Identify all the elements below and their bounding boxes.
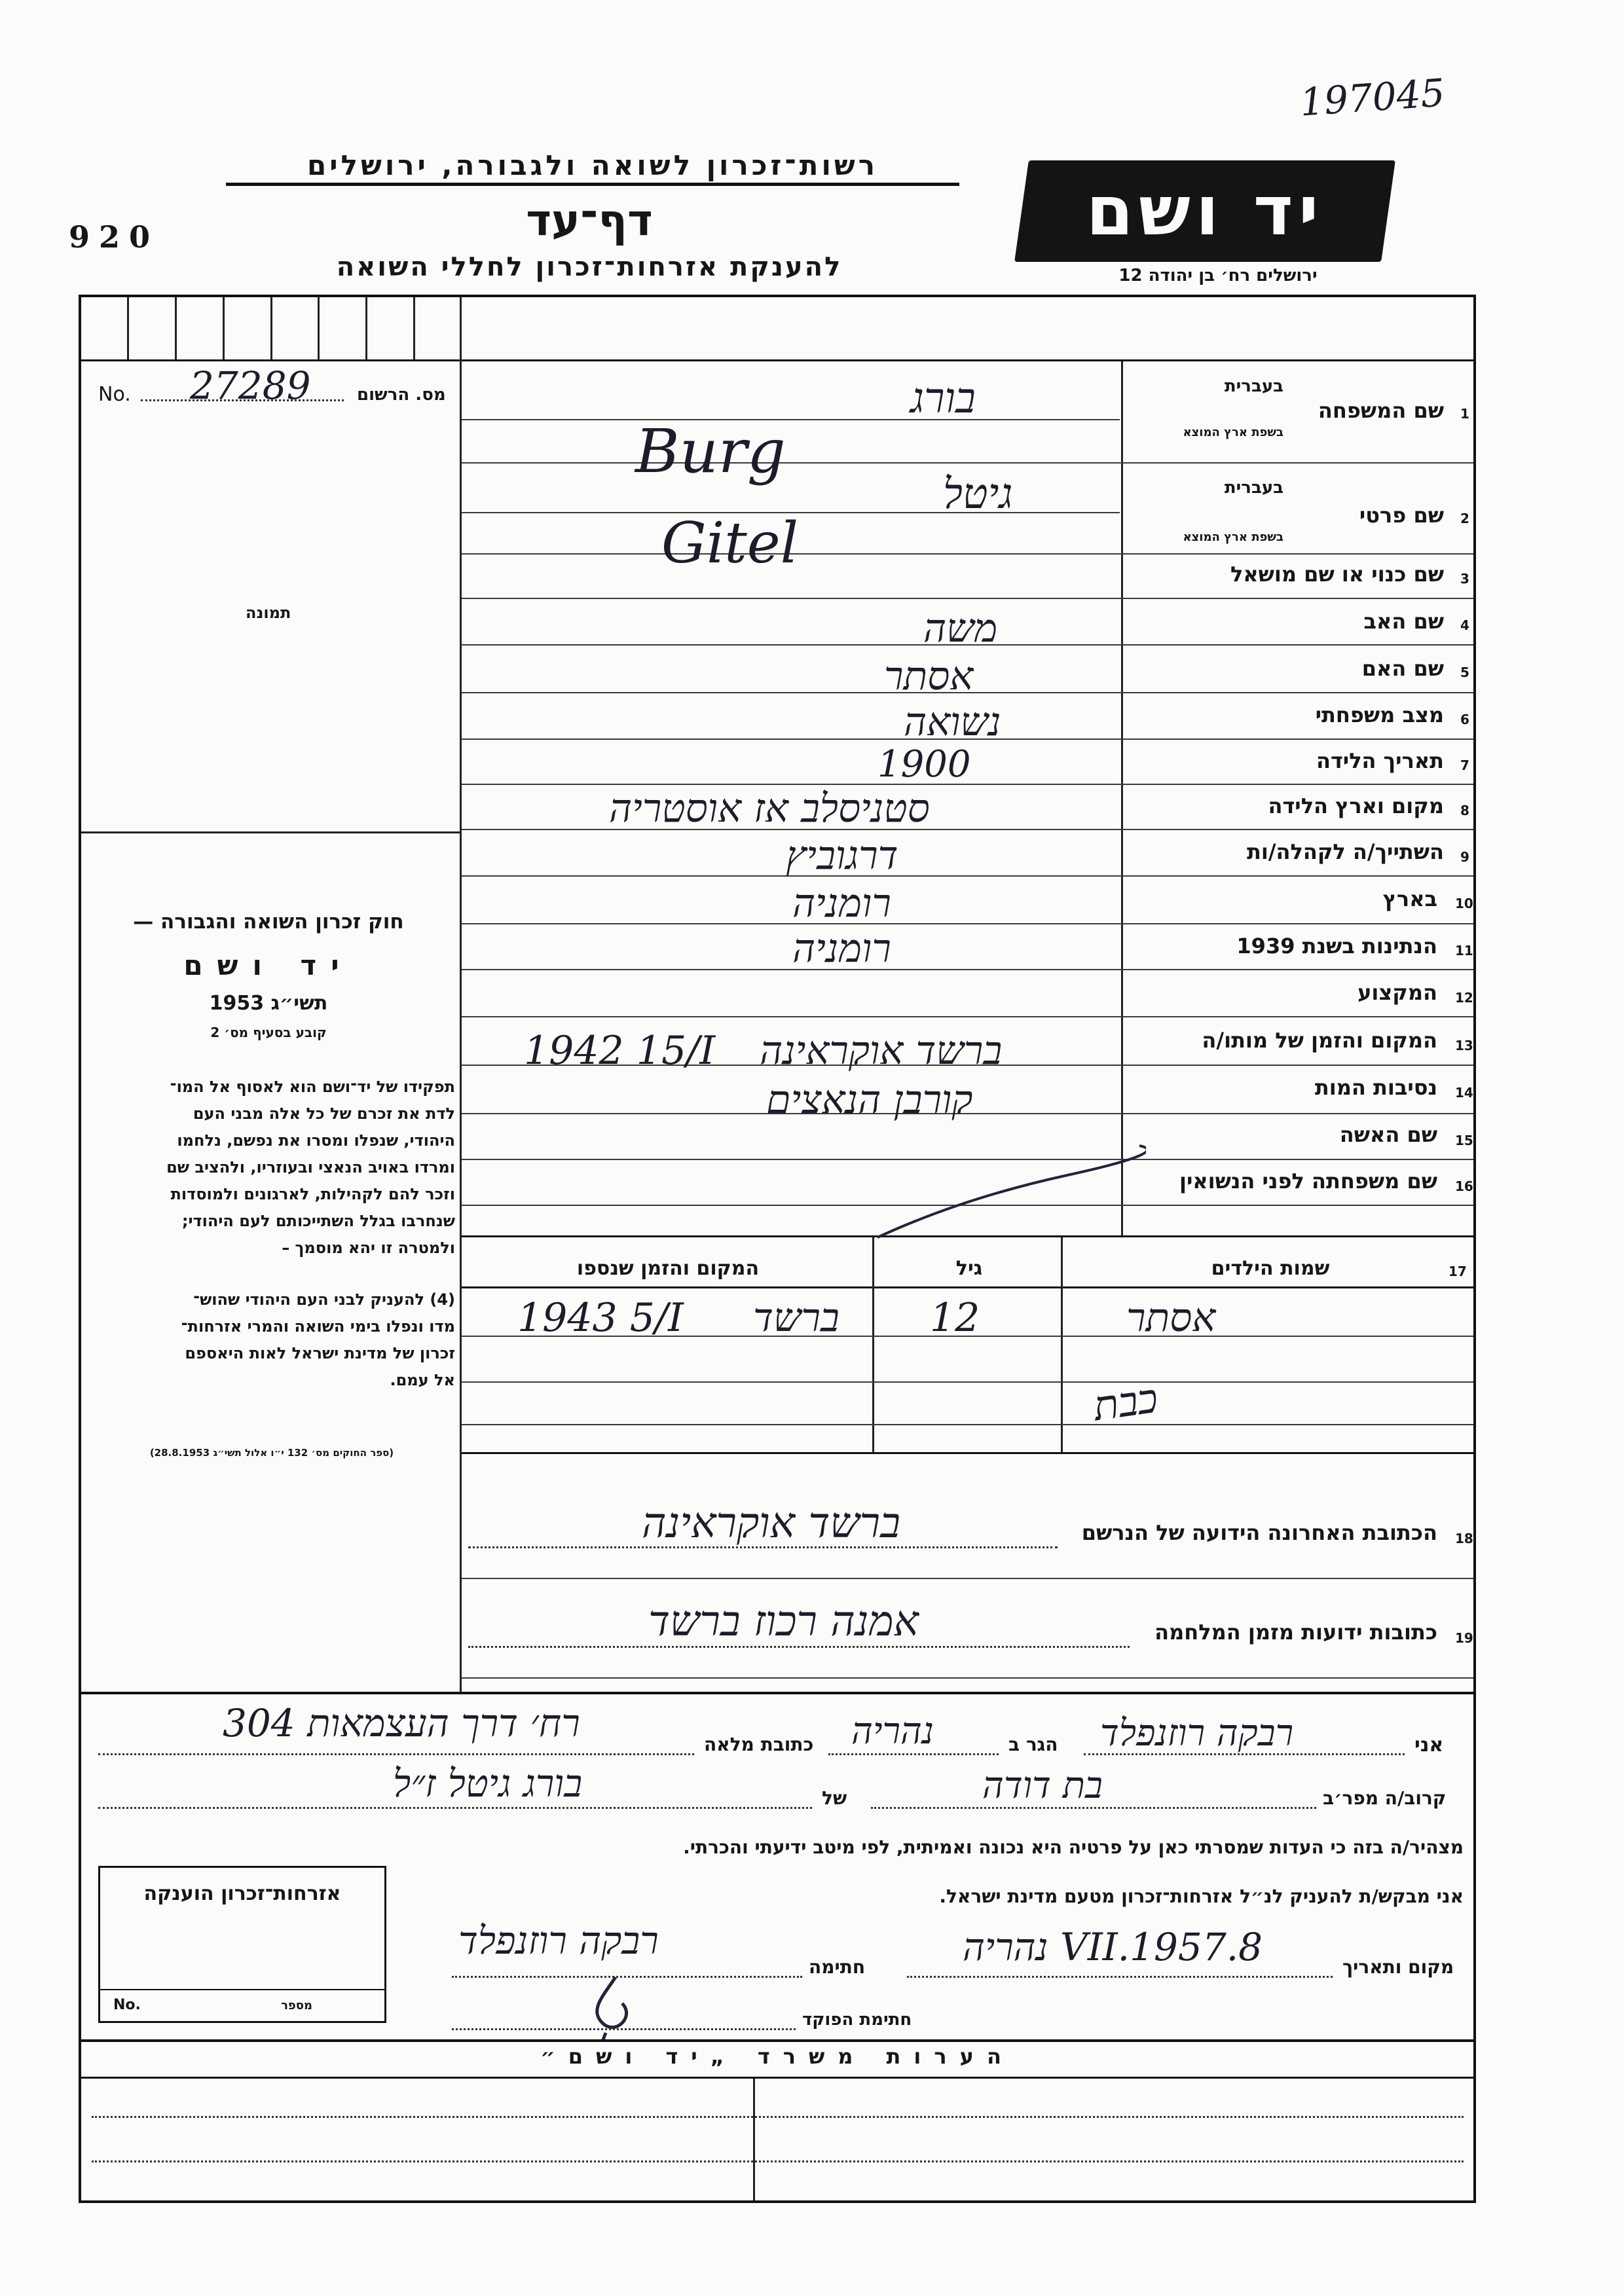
declarant-name: רבקה רוזנפלד xyxy=(1100,1712,1294,1755)
archive-stamp-number: 197045 xyxy=(1298,70,1447,125)
children-header-bottom xyxy=(462,1286,1473,1288)
field-number-13: 13 xyxy=(1455,1038,1473,1053)
field-number-8: 8 xyxy=(1460,803,1469,818)
value-father-name: משה xyxy=(923,606,998,651)
label-first-name-hebrew: בעברית xyxy=(1224,478,1283,498)
law-footnote: (ספר החוקים מס׳ 132 י״ו אלול תשי״ג 28.8.1953) xyxy=(149,1447,394,1459)
label-father-name: שם האב xyxy=(1363,609,1444,634)
field-number-11: 11 xyxy=(1455,943,1473,958)
declaration-address-label: כתובת מלאה xyxy=(704,1734,814,1755)
office-notes-line-2 xyxy=(92,2160,1464,2162)
city-line xyxy=(828,1753,999,1755)
children-row-line-3 xyxy=(462,1424,1473,1425)
label-mother-name: שם האם xyxy=(1361,656,1444,681)
office-notes-line-1 xyxy=(92,2116,1464,2118)
registration-number: 27289 xyxy=(190,363,311,408)
children-row-line-2 xyxy=(462,1381,1473,1383)
children-divider-age xyxy=(872,1237,874,1453)
declarant-address: רח׳ דרך העצמאות 304 xyxy=(223,1701,580,1745)
declaration-i: אני xyxy=(1414,1734,1444,1757)
children-col-age: גיל xyxy=(955,1257,983,1280)
value-death-date: 1942 15/I xyxy=(524,1028,716,1074)
value-birth-place: סטניסלב אז אוסטריה xyxy=(609,786,930,831)
place-date-label: מקום ותאריך xyxy=(1342,1956,1454,1978)
child-name: אסתר xyxy=(1126,1295,1216,1341)
field-number-17: 17 xyxy=(1449,1264,1467,1279)
address-line xyxy=(98,1753,694,1755)
value-death-circumstances: קורבן הנאצים xyxy=(766,1077,973,1123)
index-boxes xyxy=(81,297,461,359)
label-death-circumstances: נסיבות המות xyxy=(1314,1075,1437,1100)
award-box-number-label: מספר xyxy=(281,1999,312,2013)
value-wartime-addresses: אמנה רכוז ברשד xyxy=(648,1597,919,1646)
field-number-4: 4 xyxy=(1460,617,1469,633)
label-marital-status: מצב משפחתי xyxy=(1315,702,1444,727)
children-table-bottom xyxy=(462,1452,1473,1454)
child-age: 12 xyxy=(930,1295,980,1341)
label-citizenship-1939: הנתינות בשנת 1939 xyxy=(1236,934,1437,958)
row-line-19 xyxy=(462,1677,1473,1679)
label-family-name-hebrew: בעברית xyxy=(1224,376,1283,396)
child-death-place: ברשד xyxy=(753,1295,840,1341)
field-number-14: 14 xyxy=(1455,1085,1473,1101)
place-date-value: 8.VII.1957 נהריה xyxy=(963,1925,1263,1969)
value-death-place: ברשד אוקראינה xyxy=(760,1028,1003,1074)
logo-address: ירושלים רח׳ בן יהודה 12 xyxy=(1118,266,1318,285)
authority-name: רשות־זכרון לשואה ולגבורה, ירושלים xyxy=(226,149,959,186)
signature-value: רבקה רוזנפלד xyxy=(458,1918,659,1963)
row-line-2 xyxy=(462,553,1473,555)
deceased-line xyxy=(98,1807,812,1809)
value-country: רומניה xyxy=(792,881,891,926)
value-marital-status: נשואה xyxy=(904,699,1001,745)
logo-text: יד ושם xyxy=(1086,171,1324,251)
cross-out-stroke xyxy=(871,1139,1146,1244)
label-wartime-addresses: כתובות ידועות מזמן המלחמה xyxy=(1154,1620,1437,1645)
label-family-name: שם המשפחה xyxy=(1318,398,1444,423)
law-heading: חוק זכרון השואה והגבורה — xyxy=(133,910,404,934)
field-number-2: 2 xyxy=(1460,511,1469,526)
field-number-19: 19 xyxy=(1455,1630,1473,1646)
field-number-1: 1 xyxy=(1460,406,1469,422)
law-paragraph-1: תפקידו של יד־ושם הוא לאסוף אל המו־ לדת את זכרם של כל אלה מבני העם היהודי, שנפלו ומסרו את נפשם, נלחמו ומרדו באויב הנאצי ובעוזריו, ולהציב שם וזכר להם לקהילות, לארגונים ולמוסדות שנחרבו בגלל השתייכותם לעם היהודי; ולמטרה זו יהא מוסמך – xyxy=(166,1078,455,1257)
relation-line xyxy=(871,1807,1316,1809)
office-notes-title: הערות משרד „יד ושם״ xyxy=(540,2044,1014,2069)
label-birth-date: תאריך הלידה xyxy=(1316,748,1444,773)
field-number-15: 15 xyxy=(1455,1133,1473,1148)
field-number-18: 18 xyxy=(1455,1531,1473,1546)
law-year: תשי״ג 1953 xyxy=(209,992,328,1015)
label-maiden-name: שם משפחתה לפני הנשואין xyxy=(1179,1169,1437,1194)
child-note: כבת xyxy=(1090,1374,1161,1430)
children-col-names: שמות הילדים xyxy=(1211,1257,1330,1280)
value-family-name-hebrew: בורג xyxy=(910,374,976,423)
value-mother-name: אסתר xyxy=(884,653,974,699)
office-notes-header-bottom xyxy=(81,2077,1473,2079)
label-profession: המקצוע xyxy=(1357,980,1437,1005)
value-birth-date: 1900 xyxy=(877,743,971,786)
award-box-no: No. xyxy=(113,1997,141,2013)
relation-label: קרוב/ה מפר׳ב xyxy=(1323,1787,1447,1809)
label-last-address: הכתובת האחרונה הידועה של הנרשם xyxy=(1081,1520,1437,1545)
column-divider-main xyxy=(460,297,462,1692)
page-number: 920 xyxy=(69,219,160,255)
value-first-name-hebrew: גיטל xyxy=(943,470,1013,519)
row-line-1 xyxy=(462,462,1473,464)
declarant-city: נהריה xyxy=(851,1710,934,1753)
declaration-resides: הגר ב xyxy=(1008,1734,1058,1755)
office-notes-divider xyxy=(753,2079,755,2200)
deceased-name: בורג גיטל ז״ל xyxy=(393,1761,583,1806)
photo-box-bottom xyxy=(81,831,461,833)
label-death-place-time: המקום והזמן של מותו/ה xyxy=(1202,1028,1437,1053)
value-community: דרגוביץ xyxy=(786,833,898,879)
field-number-16: 16 xyxy=(1455,1178,1473,1194)
value-family-name-origin: Burg xyxy=(635,416,786,486)
signature-label: חתימה xyxy=(809,1956,866,1978)
registration-label: מס. הרשום xyxy=(357,385,446,405)
law-section: קובע בסעיף מס׳ 2 xyxy=(210,1025,327,1040)
row-line-12 xyxy=(462,1016,1473,1017)
office-notes-top xyxy=(81,2039,1473,2042)
value-last-address: ברשד אוקראינה xyxy=(642,1499,900,1548)
officer-signature-mark xyxy=(576,1971,655,2043)
declaration-statement-2: אני מבקש/ת להעניק לנ״ל אזרחות־זכרון מטעם מדינת ישראל. xyxy=(939,1886,1464,1907)
row-line-1a xyxy=(462,419,1120,420)
row-line-18 xyxy=(462,1578,1473,1579)
place-date-line xyxy=(907,1976,1333,1978)
award-box-divider xyxy=(100,1989,384,1990)
award-box xyxy=(98,1866,386,2023)
row-line-9 xyxy=(462,875,1473,877)
law-paragraph-2: (4) להעניק לבני העם היהודי שהוש־ מדו ונפלו בימי השואה והמרי אזרחות־ זכרון של מדינת ישראל לאות היאספם אל עמם. xyxy=(181,1290,455,1389)
registration-no-label: No. xyxy=(98,383,131,406)
label-family-name-origin: בשפת ארץ המוצא xyxy=(1183,426,1283,439)
label-community: השתייך/ה לקהלה/ות xyxy=(1246,839,1444,864)
label-birth-place: מקום וארץ הלידה xyxy=(1268,793,1444,818)
declaration-statement-1: מצהיר/ה בזה כי העדות שמסרתי כאן על פרטיה היא נכונה ואמיתית, לפי מיטב ידיעתי והכרתי. xyxy=(683,1836,1464,1858)
label-wife-name: שם האשה xyxy=(1339,1122,1437,1147)
law-name: יד ושם xyxy=(183,949,354,981)
field-number-9: 9 xyxy=(1460,849,1469,865)
label-nickname: שם כנוי או שם מושאל xyxy=(1230,562,1444,587)
officer-signature-label: חתימת הפוקד xyxy=(802,2010,912,2030)
row-line-11 xyxy=(462,969,1473,970)
field-number-5: 5 xyxy=(1460,665,1469,680)
form-title: דף־עד xyxy=(526,195,653,246)
declaration-top xyxy=(81,1692,1473,1694)
field-number-6: 6 xyxy=(1460,712,1469,727)
column-divider-labels xyxy=(1121,361,1123,1235)
relation-value: בת דודה xyxy=(982,1764,1103,1807)
top-strip-divider xyxy=(81,359,1473,361)
photo-label: תמונה xyxy=(246,604,291,622)
child-death-date: 1943 5/I xyxy=(517,1295,684,1341)
field-number-7: 7 xyxy=(1460,757,1469,773)
row-line-10 xyxy=(462,923,1473,924)
award-box-title: אזרחות־זכרון הוענקה xyxy=(143,1882,341,1905)
row-line-3 xyxy=(462,598,1473,599)
field-number-12: 12 xyxy=(1455,990,1473,1006)
label-country: בארץ xyxy=(1382,886,1437,911)
wartime-address-line xyxy=(468,1646,1130,1648)
value-citizenship-1939: רומניה xyxy=(792,926,891,972)
children-col-place: המקום והזמן שנספו xyxy=(576,1257,760,1280)
field-number-3: 3 xyxy=(1460,571,1469,587)
relation-of: של xyxy=(822,1787,847,1809)
form-subtitle: להענקת אזרחות־זכרון לחללי השואה xyxy=(336,252,843,282)
label-first-name-origin: בשפת ארץ המוצא xyxy=(1183,530,1283,544)
yad-vashem-logo xyxy=(1014,160,1395,262)
field-number-10: 10 xyxy=(1455,896,1473,911)
children-divider-names xyxy=(1061,1237,1063,1453)
value-first-name-origin: Gitel xyxy=(661,511,799,576)
label-first-name: שם פרטי xyxy=(1359,503,1444,528)
